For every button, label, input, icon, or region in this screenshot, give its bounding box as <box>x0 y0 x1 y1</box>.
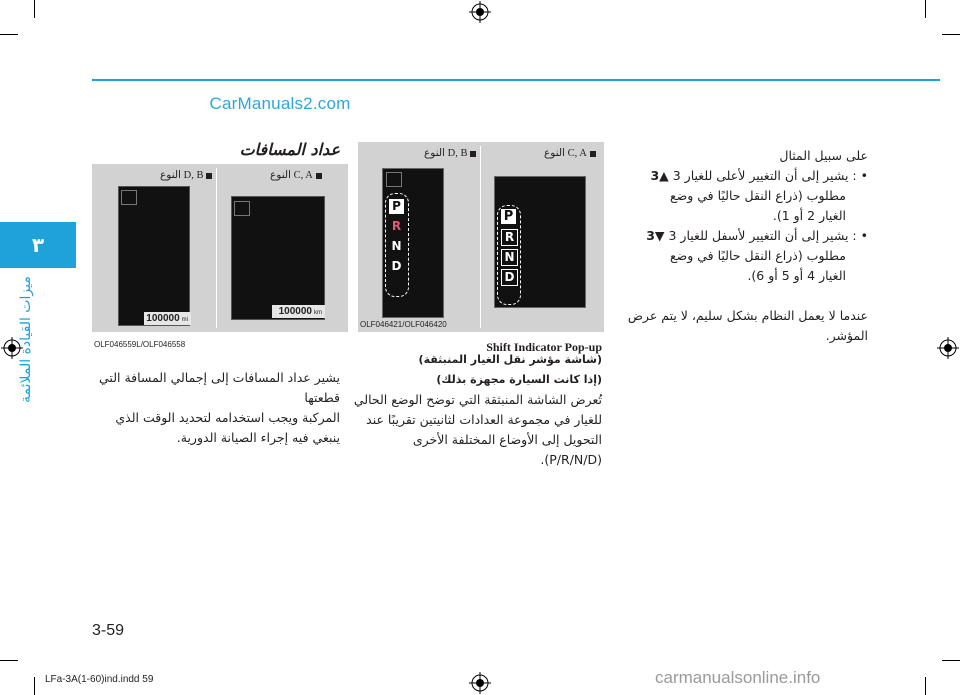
figure-divider <box>480 146 481 328</box>
type-ca-label: C, A النوع <box>270 169 322 181</box>
shift-examples <box>608 146 868 346</box>
spacer <box>608 286 868 306</box>
bullet-downshift-line: • : يشير إلى أن التغيير لأسفل للغيار 3 ▼3 <box>608 226 868 246</box>
shift-text-line: التحويل إلى الأوضاع المختلفة الأخرى (P/R/N/D). <box>412 432 602 467</box>
odometer-text-line: المركبة ويجب استخدامه لتحديد الوقت الذي <box>115 410 340 425</box>
shift-text-line: للغيار في مجموعة العدادات لثانيتين تقريبًا عند <box>366 412 602 427</box>
bullet-upshift-line: الغيار 2 أو 1). <box>772 208 846 223</box>
odometer-description <box>80 368 340 448</box>
odometer-readout-ca: 100000 km <box>272 305 325 318</box>
bullet-upshift-line: • : يشير إلى أن التغيير لأعلى للغيار 3 ▲3 <box>608 166 868 186</box>
header-watermark[interactable]: CarManuals2.com <box>209 94 351 113</box>
bullet-upshift-line: مطلوب (ذراع النقل حاليًا في وضع <box>669 188 846 203</box>
gear-indicator-figure <box>358 142 604 332</box>
crop-mark <box>942 34 960 35</box>
crop-mark <box>34 0 35 18</box>
type-db-label: D, B النوع <box>160 169 212 181</box>
cluster-screen-ca <box>231 196 325 320</box>
crop-mark <box>942 660 960 661</box>
gear-d: D <box>391 259 402 273</box>
header-rule <box>92 79 940 81</box>
note-line: المؤشر. <box>825 328 868 343</box>
odometer-figure <box>92 164 348 332</box>
registration-mark-icon <box>469 1 491 23</box>
gear-n: N <box>391 239 402 253</box>
bullet-downshift-line: الغيار 4 أو 5 أو 6). <box>747 268 846 283</box>
cluster-screen-db <box>118 186 190 326</box>
section-title: عداد المسافات <box>239 140 340 159</box>
crop-mark <box>0 660 18 661</box>
shift-indicator-description <box>352 350 602 470</box>
downshift-icon: ▼3 <box>646 228 665 243</box>
odometer-readout-db: 100000 mi <box>144 312 191 325</box>
type-db-label: D, B النوع <box>424 147 476 159</box>
odometer-figure-caption: OLF046559L/OLF046558 <box>94 340 186 349</box>
figure-divider <box>216 168 217 328</box>
gear-p: P <box>501 209 516 224</box>
gear-n: N <box>501 249 518 266</box>
odometer-text-line: ينبغي فيه إجراء الصيانة الدورية. <box>176 430 340 445</box>
examples-intro: على سبيل المثال <box>779 148 868 163</box>
gear-d: D <box>501 269 518 286</box>
gear-r: R <box>391 219 402 233</box>
bullet-downshift-line: مطلوب (ذراع النقل حاليًا في وضع <box>669 248 846 263</box>
chapter-title: ميزات القيادة الملائمة <box>18 276 34 404</box>
shift-text-line: تُعرض الشاشة المنبثقة التي توضح الوضع الحالي <box>353 392 602 407</box>
shift-indicator-heading: Shift Indicator Pop-up <box>486 340 602 354</box>
crop-mark <box>34 677 35 695</box>
gear-display-db <box>382 168 444 318</box>
crop-mark <box>925 0 926 18</box>
gear-display-ca <box>494 176 586 308</box>
type-ca-label: C, A النوع <box>544 147 596 159</box>
crop-mark <box>0 34 18 35</box>
warning-box <box>121 190 137 205</box>
shift-subheading: (إذا كانت السيارة مجهزة بذلك) <box>436 373 602 386</box>
page-number: 3-59 <box>92 622 125 639</box>
crop-mark <box>925 677 926 695</box>
gear-r: R <box>501 229 518 246</box>
shift-subheading: (شاشة مؤشر نقل الغيار المنبثقة) <box>418 353 602 366</box>
warning-box <box>386 172 402 187</box>
upshift-icon: ▲3 <box>650 168 669 183</box>
footer-watermark[interactable]: carmanualsonline.info <box>655 668 821 687</box>
chapter-number-tab: ٣ <box>0 222 76 268</box>
warning-box <box>234 201 250 216</box>
gear-p: P <box>389 199 404 214</box>
note-line: عندما لا يعمل النظام بشكل سليم، لا يتم عرض <box>627 308 868 323</box>
footer-file: LFa-3A(1-60)ind.indd 59 <box>45 674 154 685</box>
odometer-text-line: يشير عداد المسافات إلى إجمالي المسافة التي قطعتها <box>99 370 340 405</box>
registration-mark-icon <box>937 337 959 359</box>
gear-figure-caption: OLF046421/OLF046420 <box>360 320 447 329</box>
registration-mark-icon <box>469 672 491 694</box>
